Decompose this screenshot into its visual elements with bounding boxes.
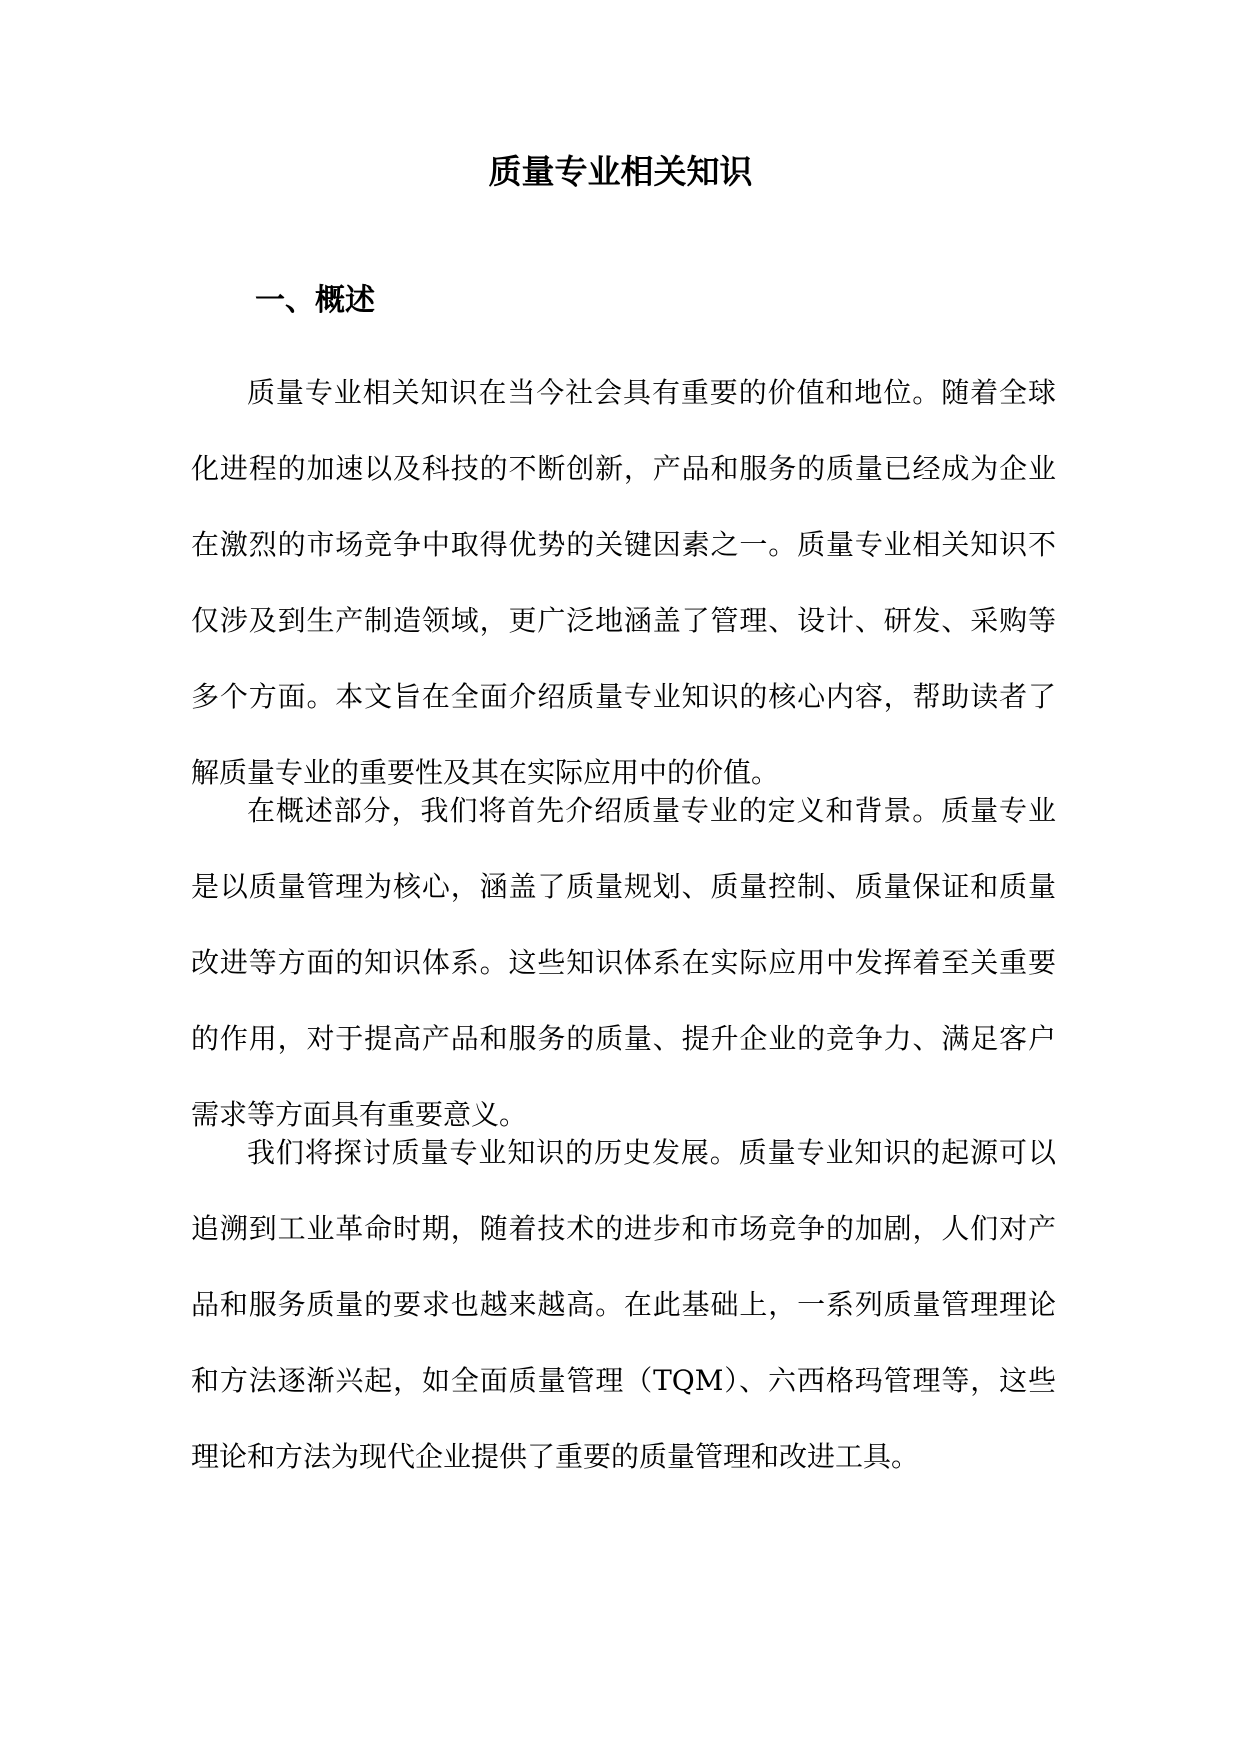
paragraph-2: 在概述部分，我们将首先介绍质量专业的定义和背景。质量专业是以质量管理为核心，涵盖了质量规划、质量控制、质量保证和质量改进等方面的知识体系。这些知识体系在实际应用中发挥着至关重要的作用，对于提高产品和服务的质量、提升企业的竞争力、满足客户需求等方面具有重要意义。 xyxy=(191,794,1056,1131)
document-title: 质量专业相关知识 xyxy=(488,152,753,191)
paragraph-1: 质量专业相关知识在当今社会具有重要的价值和地位。随着全球化进程的加速以及科技的不断创新，产品和服务的质量已经成为企业在激烈的市场竞争中取得优势的关键因素之一。质量专业相关知识不仅涉及到生产制造领域，更广泛地涵盖了管理、设计、研发、采购等多个方面。本文旨在全面介绍质量专业知识的核心内容，帮助读者了解质量专业的重要性及其在实际应用中的价值。 xyxy=(191,376,1056,789)
section-heading-overview: 一、概述 xyxy=(255,283,375,318)
paragraph-3: 我们将探讨质量专业知识的历史发展。质量专业知识的起源可以追溯到工业革命时期，随着技术的进步和市场竞争的加剧，人们对产品和服务质量的要求也越来越高。在此基础上，一系列质量管理理论和方法逐渐兴起，如全面质量管理（TQM）、六西格玛管理等，这些理论和方法为现代企业提供了重要的质量管理和改进工具。 xyxy=(191,1136,1056,1473)
